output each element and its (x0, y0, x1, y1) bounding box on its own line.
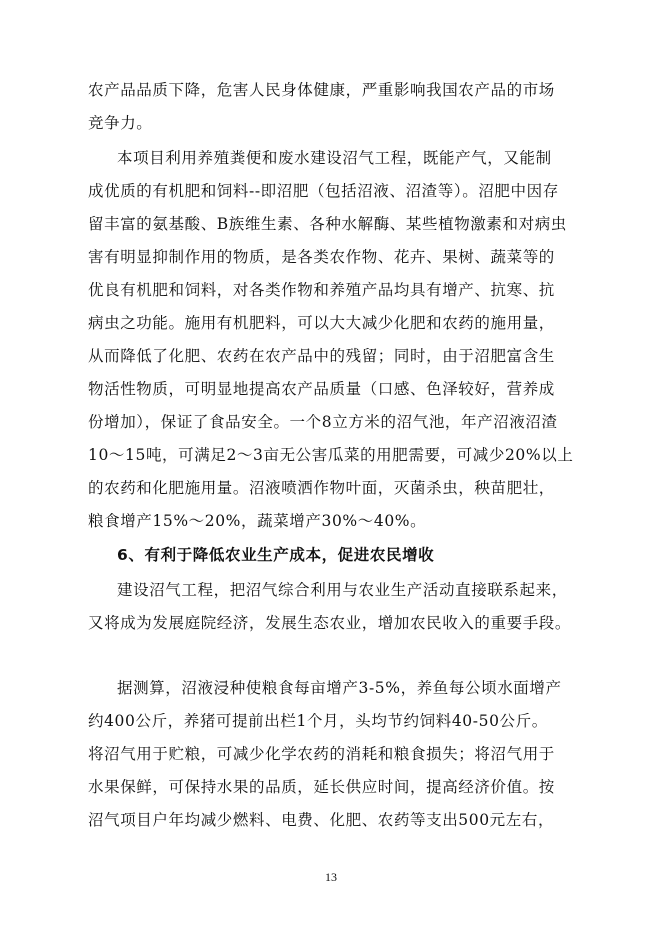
paragraph-first-line: 据测算，沼液浸种使粮食每亩增产3-5%，养鱼每公顷水面增产 (117, 679, 562, 697)
text-line: 又将成为发展庭院经济，发展生态农业，增加农民收入的重要手段。 (88, 614, 572, 632)
text-line: 害有明显抑制作用的物质，是各类农作物、花卉、果树、蔬菜等的 (88, 248, 555, 266)
text-line: 优良有机肥和饲料，对各类作物和养殖产品均具有增产、抗寒、抗 (88, 281, 555, 299)
text-line: 粮食增产15%～20%，蔬菜增产30%～40%。 (88, 512, 427, 530)
text-line: 留丰富的氨基酸、B族维生素、各种水解酶、某些植物激素和对病虫 (88, 215, 567, 233)
text-line: 竞争力。 (88, 114, 153, 132)
text-line: 从而降低了化肥、农药在农产品中的残留；同时，由于沼肥富含生 (88, 347, 555, 365)
text-line: 将沼气用于贮粮，可减少化学农药的消耗和粮食损失；将沼气用于 (88, 745, 555, 763)
section-heading: 6、有利于降低农业生产成本，促进农民增收 (117, 546, 435, 564)
text-line: 物活性物质，可明显地提高农产品质量（口感、色泽较好，营养成 (88, 380, 555, 398)
text-line: 水果保鲜，可保持水果的品质，延长供应时间，提高经济价值。按 (88, 778, 555, 796)
paragraph-first-line: 本项目利用养殖粪便和废水建设沼气工程，既能产气，又能制 (117, 149, 552, 167)
text-line: 约400公斤，养猪可提前出栏1个月，头均节约饲料40-50公斤。 (88, 712, 548, 730)
text-line: 成优质的有机肥和饲料--即沼肥（包括沼液、沼渣等）。沼肥中因存 (88, 182, 559, 200)
page-number: 13 (325, 870, 337, 884)
paragraph-first-line: 建设沼气工程，把沼气综合利用与农业生产活动直接联系起来， (117, 581, 568, 599)
text-line: 病虫之功能。施用有机肥料，可以大大减少化肥和农药的施用量， (88, 314, 555, 332)
text-line: 份增加），保证了食品安全。一个8立方米的沼气池，年产沼液沼渣 (88, 413, 558, 431)
text-line: 农产品品质下降，危害人民身体健康，严重影响我国农产品的市场 (88, 81, 555, 99)
text-line: 沼气项目户年均减少燃料、电费、化肥、农药等支出500元左右， (88, 811, 555, 829)
text-line: 10～15吨，可满足2～3亩无公害瓜菜的用肥需要，可减少20%以上 (88, 446, 574, 464)
text-line: 的农药和化肥施用量。沼液喷洒作物叶面，灭菌杀虫，秧苗肥壮， (88, 479, 555, 497)
